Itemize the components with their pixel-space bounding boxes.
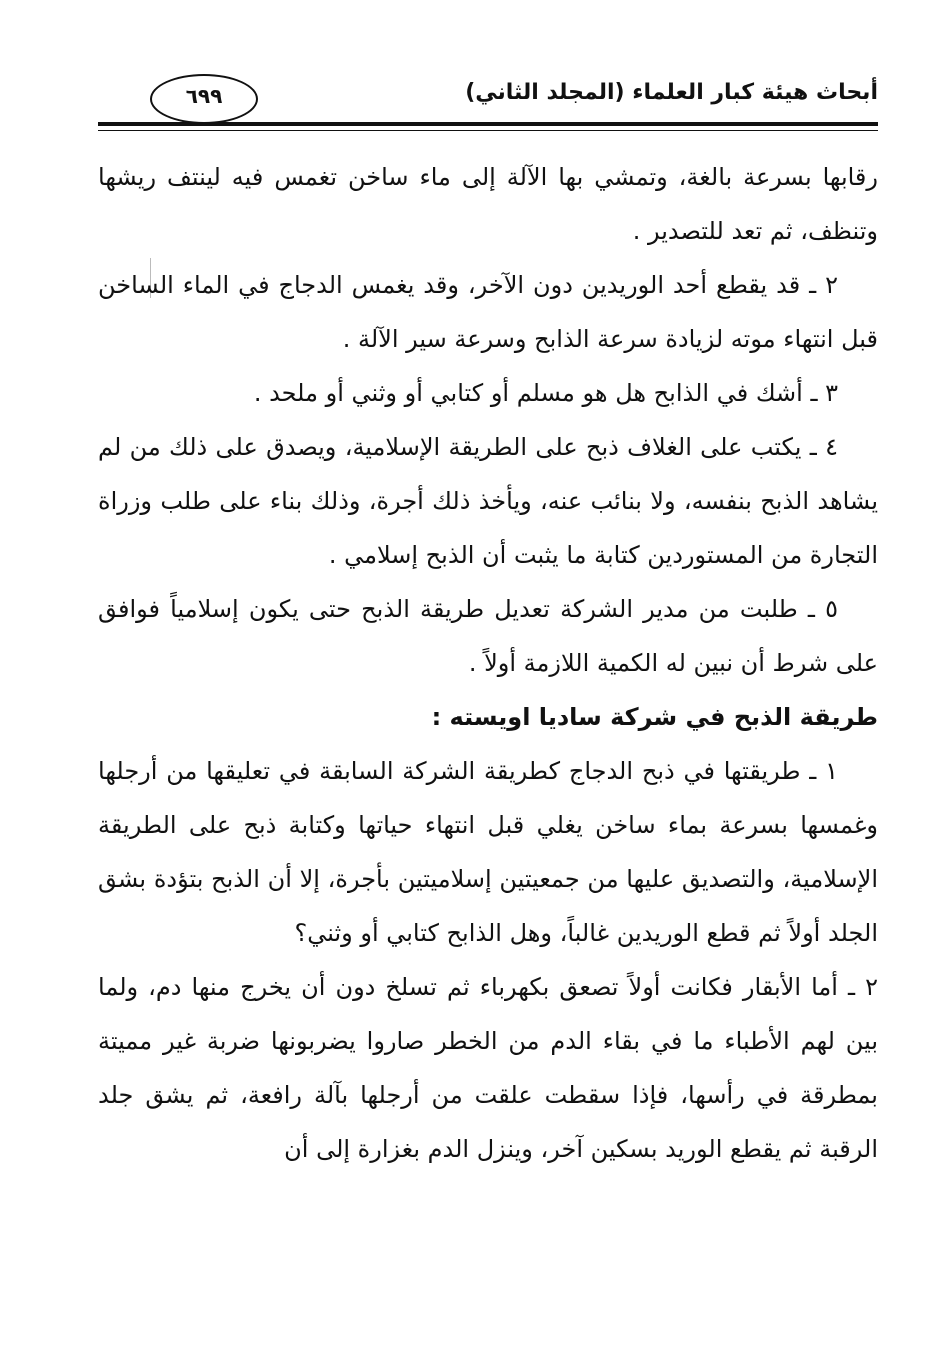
body-text — [98, 150, 878, 1176]
paragraph-continuation: رقابها بسرعة بالغة، وتمشي بها الآلة إلى ماء ساخن تغمس فيه لينتف ريشها وتنظف، ثم تعد للتصدير . — [98, 163, 878, 245]
header-rule-thin — [98, 130, 878, 131]
paragraph-item-2: ٢ ـ قد يقطع أحد الوريدين دون الآخر، وقد يغمس الدجاج في الماء الساخن قبل انتهاء موته لزيادة سرعة الذابح وسرعة سير الآلة . — [98, 271, 878, 353]
section-paragraph-1: ١ ـ طريقتها في ذبح الدجاج كطريقة الشركة السابقة في تعليقها من أرجلها وغمسها بسرعة بماء ساخن يغلي قبل انتهاء حياتها وكتابة ذبح على الطريقة الإسلامية، والتصديق عليها من جمعيتين إسلاميتين بأجرة، إلا أن الذبح بتؤدة بشق الجلد أولاً ثم قطع الوريدين غالباً، وهل الذابح كتابي أو وثني؟ — [98, 757, 878, 947]
paragraph-item-3: ٣ ـ أشك في الذابح هل هو مسلم أو كتابي أو وثني أو ملحد . — [253, 379, 838, 407]
paragraph-item-5: ٥ ـ طلبت من مدير الشركة تعديل طريقة الذبح حتى يكون إسلامياً فوافق على شرط أن نبين له الكمية اللازمة أولاً . — [98, 595, 878, 677]
running-title: أبحاث هيئة كبار العلماء (المجلد الثاني) — [465, 80, 878, 105]
page-number: ٦٩٩ — [185, 84, 223, 108]
page-header — [98, 70, 878, 140]
page-number-badge — [150, 74, 258, 124]
paragraph-item-4: ٤ ـ يكتب على الغلاف ذبح على الطريقة الإسلامية، ويصدق على ذلك من لم يشاهد الذبح بنفسه، ولا بنائب عنه، ويأخذ ذلك أجرة، وذلك بناء على طلب وزراة التجارة من المستوردين كتابة ما يثبت أن الذبح إسلامي . — [98, 433, 878, 569]
section-paragraph-2: ٢ ـ أما الأبقار فكانت أولاً تصعق بكهرباء ثم تسلخ دون أن يخرج منها دم، ولما بين لهم الأطباء ما في بقاء الدم من الخطر صاروا يضربونها ضربة غير مميتة بمطرقة في رأسها، فإذا سقطت علقت من أرجلها بآلة رافعة، ثم يشق جلد الرقبة ثم يقطع الوريد بسكين آخر، وينزل الدم بغزارة إلى أن — [98, 973, 878, 1163]
section-heading: طريقة الذبح في شركة ساديا اويسته : — [431, 703, 878, 731]
